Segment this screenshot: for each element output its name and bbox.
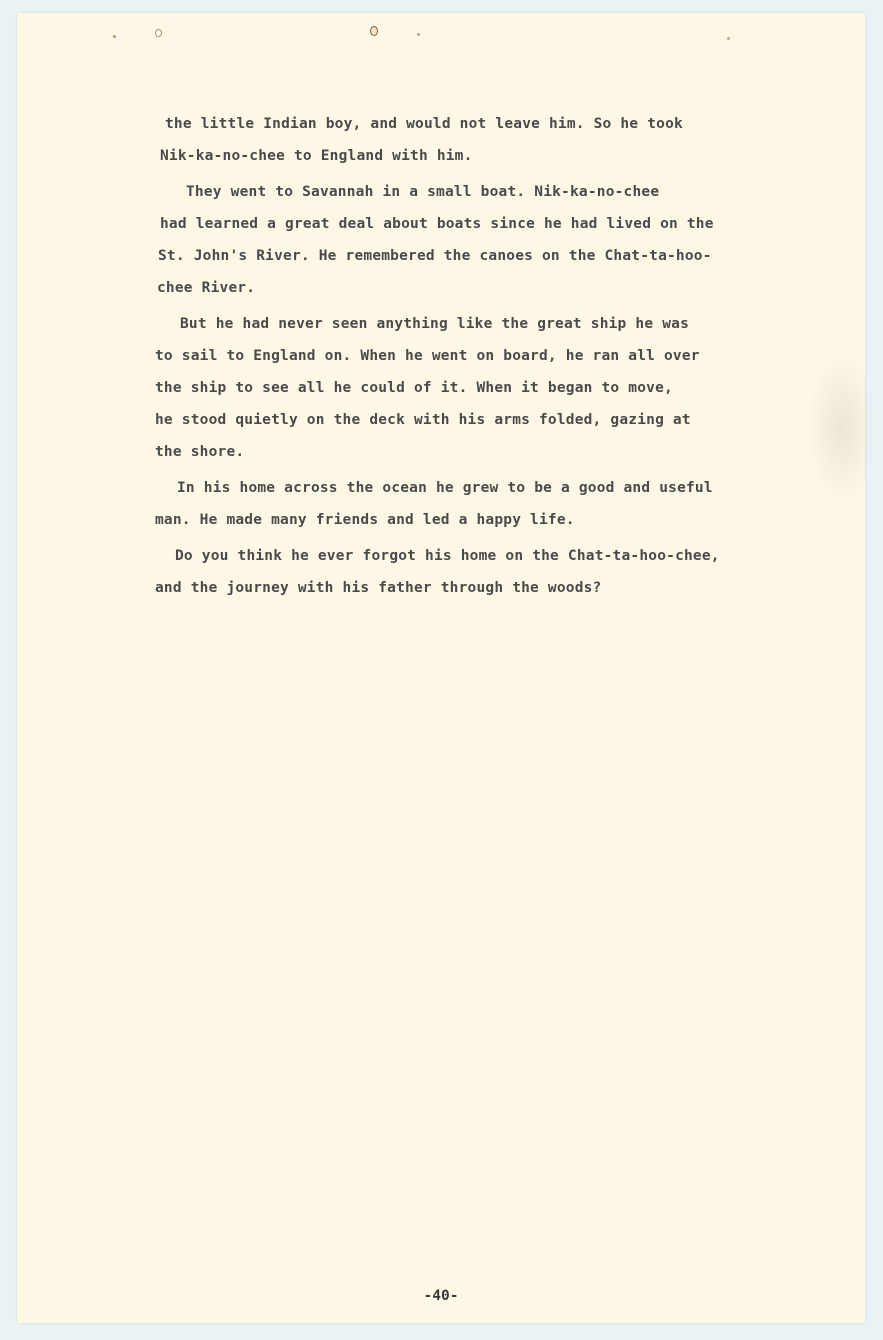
- text-line: chee River.: [157, 280, 256, 296]
- text-line: In his home across the ocean he grew to be a good and useful: [177, 480, 713, 496]
- paragraph-1: [155, 108, 805, 172]
- text-line: man. He made many friends and led a happy life.: [155, 512, 575, 528]
- text-line: the ship to see all he could of it. When it began to move,: [155, 380, 673, 396]
- text-line: Nik-ka-no-chee to England with him.: [160, 148, 473, 164]
- text-line: But he had never seen anything like the great ship he was: [180, 316, 689, 332]
- text-line: the little Indian boy, and would not leave him. So he took: [165, 116, 683, 132]
- body-text: [155, 108, 805, 604]
- paper-mark: [417, 33, 420, 36]
- paragraph-4: [155, 472, 805, 536]
- paper-smudge: [807, 353, 877, 503]
- text-line: had learned a great deal about boats since he had lived on the: [160, 216, 714, 232]
- text-line: and the journey with his father through the woods?: [155, 580, 602, 596]
- typewritten-page: [17, 13, 865, 1323]
- punch-hole-left: [155, 29, 162, 37]
- paper-mark: [113, 35, 116, 38]
- paragraph-5: [155, 540, 805, 604]
- paragraph-3: [155, 308, 805, 468]
- punch-hole-center: [370, 26, 378, 36]
- text-line: he stood quietly on the deck with his arms folded, gazing at: [155, 412, 691, 428]
- text-line: St. John's River. He remembered the canoes on the Chat-ta-hoo-: [158, 248, 712, 264]
- text-line: They went to Savannah in a small boat. Nik-ka-no-chee: [186, 184, 660, 200]
- paper-mark: [727, 37, 730, 40]
- paragraph-2: [155, 176, 805, 304]
- text-line: the shore.: [155, 444, 245, 460]
- page-number: -40-: [423, 1288, 459, 1304]
- text-line: Do you think he ever forgot his home on the Chat-ta-hoo-chee,: [175, 548, 720, 564]
- text-line: to sail to England on. When he went on board, he ran all over: [155, 348, 700, 364]
